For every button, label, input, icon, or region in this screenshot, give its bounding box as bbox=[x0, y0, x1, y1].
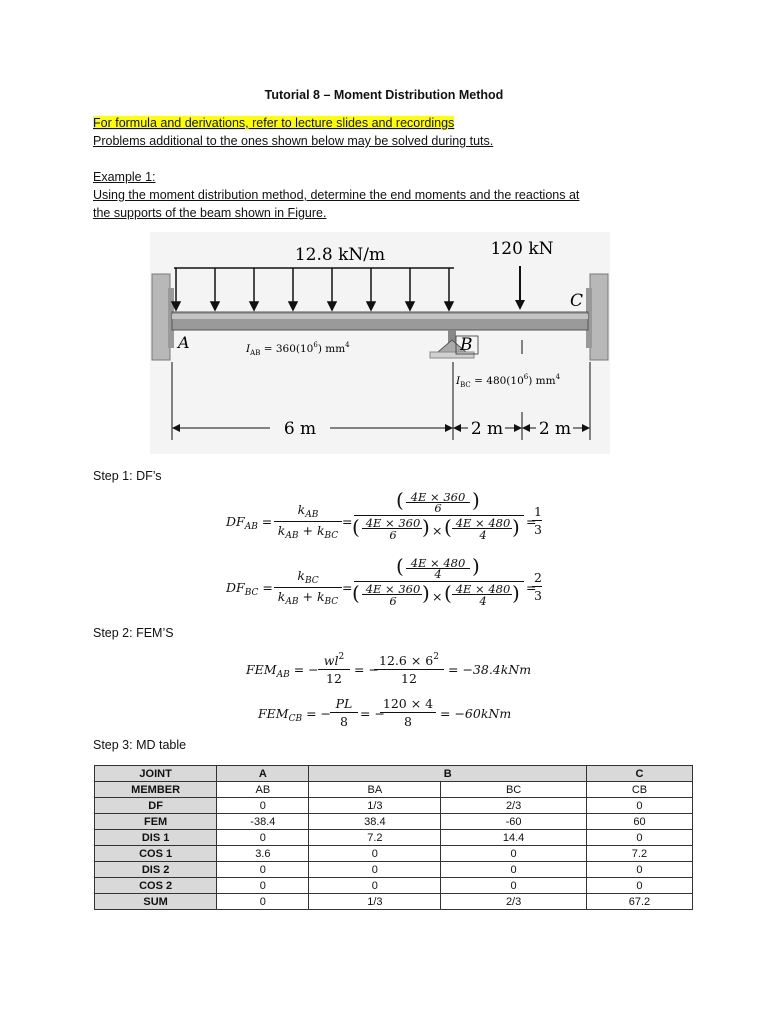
point-load-label: 120 kN bbox=[490, 239, 554, 259]
right-wall-support bbox=[590, 274, 608, 360]
table-cell: 14.4 bbox=[441, 830, 587, 846]
step2-label: Step 2: FEM’S bbox=[93, 626, 174, 640]
table-row bbox=[95, 846, 693, 862]
table-cell: 7.2 bbox=[586, 846, 692, 862]
table-cell: 0 bbox=[217, 894, 309, 910]
label-a: A bbox=[178, 333, 190, 352]
example-label: Example 1: bbox=[93, 170, 156, 184]
row-label: DIS 2 bbox=[95, 862, 217, 878]
page-title: Tutorial 8 – Moment Distribution Method bbox=[264, 88, 504, 102]
table-cell: 38.4 bbox=[309, 814, 441, 830]
step1-label: Step 1: DF’s bbox=[93, 469, 162, 483]
table-cell: 2/3 bbox=[441, 798, 587, 814]
table-row bbox=[95, 878, 693, 894]
table-cell: 67.2 bbox=[586, 894, 692, 910]
table-cell: -60 bbox=[441, 814, 587, 830]
table-cell: BC bbox=[441, 782, 587, 798]
table-cell: AB bbox=[217, 782, 309, 798]
md-table bbox=[94, 765, 693, 910]
row-label: DF bbox=[95, 798, 217, 814]
table-cell: 0 bbox=[217, 862, 309, 878]
table-cell: BA bbox=[309, 782, 441, 798]
intro-note: Problems additional to the ones shown below may be solved during tuts. bbox=[93, 134, 494, 148]
table-cell: 0 bbox=[586, 878, 692, 894]
i-bc-label: $I_{BC} = 480(10^6)$ $mm^4$ bbox=[456, 373, 561, 389]
joint-row bbox=[95, 766, 693, 782]
example-text-line2: the supports of the beam shown in Figure. bbox=[93, 206, 327, 220]
table-cell: 0 bbox=[586, 830, 692, 846]
row-label: JOINT bbox=[95, 766, 217, 782]
table-row bbox=[95, 798, 693, 814]
joint-b: B bbox=[309, 766, 586, 782]
table-row bbox=[95, 782, 693, 798]
row-label: SUM bbox=[95, 894, 217, 910]
row-label: DIS 1 bbox=[95, 830, 217, 846]
table-cell: 3.6 bbox=[217, 846, 309, 862]
table-cell: 0 bbox=[586, 862, 692, 878]
label-c: C bbox=[570, 291, 584, 311]
left-wall-support bbox=[152, 274, 170, 360]
step3-label: Step 3: MD table bbox=[93, 738, 187, 752]
table-row bbox=[95, 862, 693, 878]
table-cell: 7.2 bbox=[309, 830, 441, 846]
example-text-line1: Using the moment distribution method, determine the end moments and the reactions at bbox=[93, 188, 580, 202]
table-cell: 1/3 bbox=[309, 894, 441, 910]
table-cell: 0 bbox=[441, 846, 587, 862]
table-cell: 0 bbox=[217, 878, 309, 894]
dim-ab: 6 m bbox=[283, 419, 317, 439]
beam-figure bbox=[150, 232, 610, 454]
i-ab-label: $I_{AB} = 360(10^6)$ $mm^4$ bbox=[246, 341, 350, 357]
table-cell: CB bbox=[586, 782, 692, 798]
table-row bbox=[95, 830, 693, 846]
dim-load-c: 2 m bbox=[538, 419, 572, 439]
table-cell: 0 bbox=[309, 878, 441, 894]
table-cell: 60 bbox=[586, 814, 692, 830]
table-cell: 0 bbox=[441, 878, 587, 894]
udl-label: 12.8 kN/m bbox=[294, 245, 386, 265]
highlight-note: For formula and derivations, refer to lecture slides and recordings bbox=[93, 116, 455, 130]
row-label: FEM bbox=[95, 814, 217, 830]
row-label: COS 2 bbox=[95, 878, 217, 894]
table-cell: 1/3 bbox=[309, 798, 441, 814]
table-row bbox=[95, 894, 693, 910]
joint-a: A bbox=[217, 766, 309, 782]
table-cell: 0 bbox=[217, 830, 309, 846]
df-ab-equation: $DF_{AB}$ = $k_{AB}$ $k_{AB} + k_{BC}$ = ( 4E × 360 6 ) ( 4E × 360 6 ) × ( 4E × 480 4 ) = 1 3 bbox=[226, 488, 542, 542]
df-bc-equation: $DF_{BC}$ = $k_{BC}$ $k_{AB} + k_{BC}$ = ( 4E × 480 4 ) ( 4E × 360 6 ) × ( 4E × 480 4 ) = 2 3 bbox=[226, 554, 542, 608]
table-cell: -38.4 bbox=[217, 814, 309, 830]
table-cell: 0 bbox=[309, 862, 441, 878]
table-row bbox=[95, 814, 693, 830]
label-b: B bbox=[460, 335, 473, 355]
table-cell: 0 bbox=[586, 798, 692, 814]
fem-ab-equation: $FEM_{AB}$ = − $wl^2$ 12 = − $12.6 \times 6^2$ 12 = −38.4kNm bbox=[246, 652, 532, 686]
joint-c: C bbox=[586, 766, 692, 782]
table-cell: 0 bbox=[309, 846, 441, 862]
table-cell: 0 bbox=[217, 798, 309, 814]
table-cell: 2/3 bbox=[441, 894, 587, 910]
row-label: MEMBER bbox=[95, 782, 217, 798]
dim-b-load: 2 m bbox=[470, 419, 504, 439]
row-label: COS 1 bbox=[95, 846, 217, 862]
fem-cb-equation: $FEM_{CB}$ = − PL 8 = − 120 × 4 8 = −60kNm bbox=[258, 696, 512, 729]
table-cell: 0 bbox=[441, 862, 587, 878]
